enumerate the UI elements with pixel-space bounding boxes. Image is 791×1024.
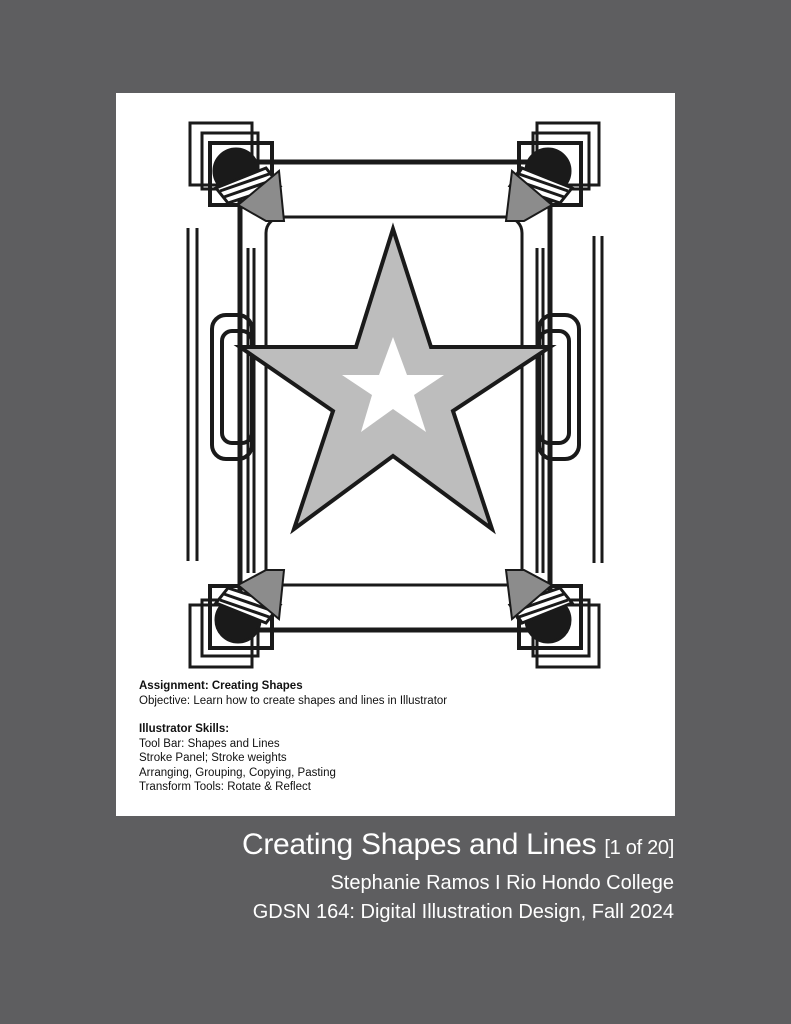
caption-course: GDSN 164: Digital Illustration Design, Fall 2024 xyxy=(252,901,674,923)
assignment-objective: Objective: Learn how to create shapes and lines in Illustrator xyxy=(139,694,448,707)
skill-item: Tool Bar: Shapes and Lines xyxy=(139,737,280,750)
artwork-card xyxy=(116,93,675,816)
caption-title: Creating Shapes and Lines xyxy=(241,828,597,861)
skills-heading: Illustrator Skills: xyxy=(139,723,230,735)
assignment-notes xyxy=(139,679,447,795)
caption-title-line xyxy=(242,828,674,862)
corner-bottom-right xyxy=(506,570,599,667)
skill-item: Arranging, Grouping, Copying, Pasting xyxy=(139,766,336,779)
caption-author: Stephanie Ramos I Rio Hondo College xyxy=(330,872,674,894)
skill-item: Transform Tools: Rotate & Reflect xyxy=(139,781,311,793)
corner-top-right xyxy=(506,123,599,221)
corner-bottom-left xyxy=(190,570,284,667)
page-indicator: [1 of 20] xyxy=(604,837,674,859)
skill-item: Stroke Panel; Stroke weights xyxy=(139,752,287,764)
assignment-title: Assignment: Creating Shapes xyxy=(139,680,303,692)
corner-top-left xyxy=(190,123,284,221)
